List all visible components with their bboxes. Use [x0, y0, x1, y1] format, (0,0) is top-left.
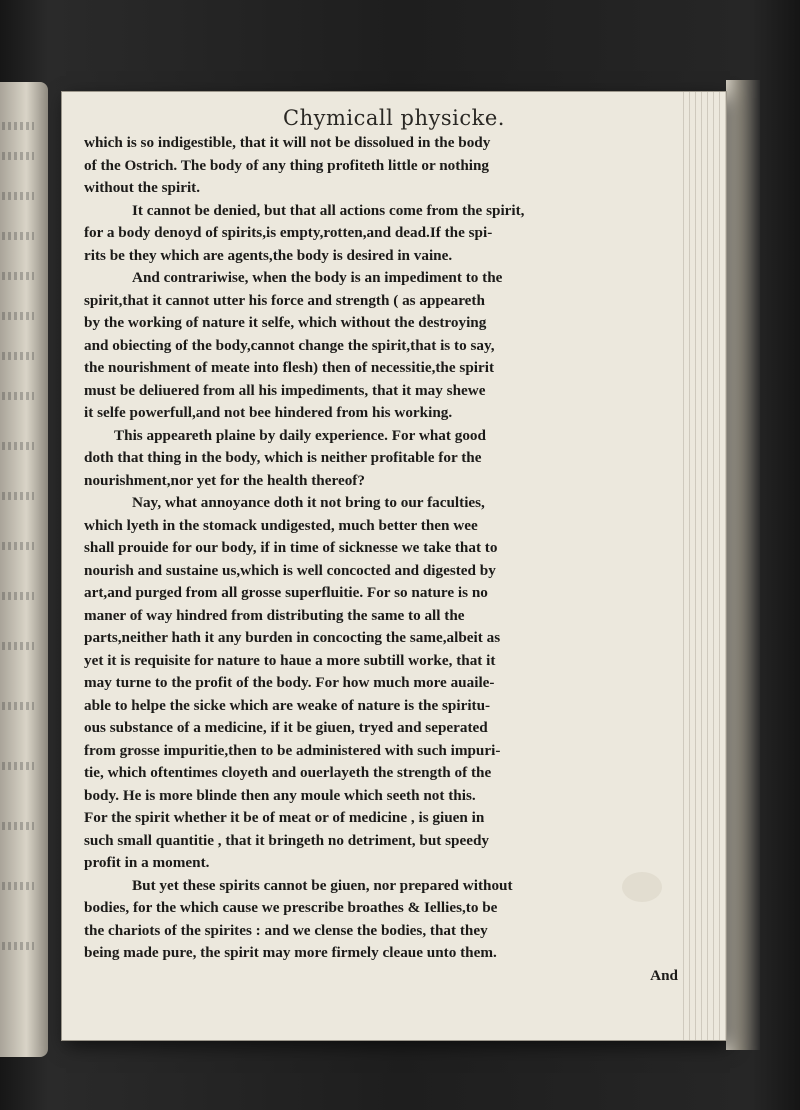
text-line: profit in a moment. — [84, 854, 210, 871]
text-line: nourishment,nor yet for the health thereof? — [84, 471, 365, 489]
text-line: such small quantitie , that it bringeth no detriment, but speedy — [84, 831, 490, 849]
text-line: from grosse impuritie,then to be administered with such impuri- — [84, 741, 501, 759]
text-line: art,and purged from all grosse superfluitie. For so nature is no — [84, 584, 488, 601]
text-line: of the Ostrich. The body of any thing profiteth little or nothing — [84, 156, 490, 174]
text-line: This appeareth plaine by daily experience. For what good — [114, 426, 486, 444]
text-line: body. He is more blinde then any moule which seeth not this. — [84, 786, 476, 804]
facing-page-edge — [0, 82, 48, 1057]
text-line: Nay, what annoyance doth it not bring to our faculties, — [132, 494, 485, 511]
text-line: ous substance of a medicine, if it be giuen, tryed and seperated — [84, 719, 488, 736]
text-line: may turne to the profit of the body. For how much more auaile- — [84, 674, 495, 691]
text-line: And contrariwise, when the body is an impediment to the — [132, 269, 503, 286]
paper-stain — [622, 872, 662, 902]
text-line: able to helpe the sicke which are weake of nature is the spiritu- — [84, 696, 491, 714]
text-line: maner of way hindred from distributing the same to all the — [84, 606, 465, 624]
text-line: yet it is requisite for nature to haue a more subtill worke, that it — [84, 651, 496, 669]
book-page — [62, 92, 726, 1040]
text-line: tie, which oftentimes cloyeth and ouerlayeth the strength of the — [84, 764, 492, 781]
text-line: without the spirit. — [84, 179, 201, 196]
text-line: by the working of nature it selfe, which without the destroying — [84, 314, 487, 331]
text-line: must be deliuered from all his impediments, that it may shewe — [84, 381, 486, 399]
text-line: and obiecting of the body,cannot change the spirit,that is to say, — [84, 336, 495, 354]
text-line: bodies, for the which cause we prescribe broathes & Iellies,to be — [84, 899, 498, 916]
page-fore-edge — [726, 80, 760, 1050]
running-head: Chymicall physicke. — [283, 106, 505, 130]
text-line: spirit,that it cannot utter his force and strength ( as appeareth — [84, 291, 485, 309]
page-body-text — [84, 132, 684, 987]
text-line: rits be they which are agents,the body is desired in vaine. — [84, 246, 453, 264]
catchword: And — [650, 966, 678, 984]
text-line: For the spirit whether it be of meat or of medicine , is giuen in — [84, 809, 485, 826]
text-line: the chariots of the spirites : and we clense the bodies, that they — [84, 921, 488, 939]
text-line: But yet these spirits cannot be giuen, nor prepared without — [132, 876, 513, 894]
text-line: parts,neither hath it any burden in concocting the same,albeit as — [84, 629, 501, 646]
text-line: nourish and sustaine us,which is well concocted and digested by — [84, 561, 496, 579]
text-line: being made pure, the spirit may more firmely cleaue unto them. — [84, 944, 497, 961]
text-line: the nourishment of meate into flesh) then of necessitie,the spirit — [84, 359, 495, 376]
text-line: it selfe powerfull,and not bee hindered from his working. — [84, 404, 453, 421]
text-line: doth that thing in the body, which is neither profitable for the — [84, 449, 482, 466]
text-line: which is so indigestible, that it will not be dissolued in the body — [84, 134, 491, 151]
text-line: which lyeth in the stomack undigested, much better then wee — [84, 516, 478, 534]
text-line: for a body denoyd of spirits,is empty,rotten,and dead.If the spi- — [84, 224, 493, 241]
text-line: shall prouide for our body, if in time of sicknesse we take that to — [84, 539, 498, 556]
text-line: It cannot be denied, but that all actions come from the spirit, — [132, 201, 525, 219]
